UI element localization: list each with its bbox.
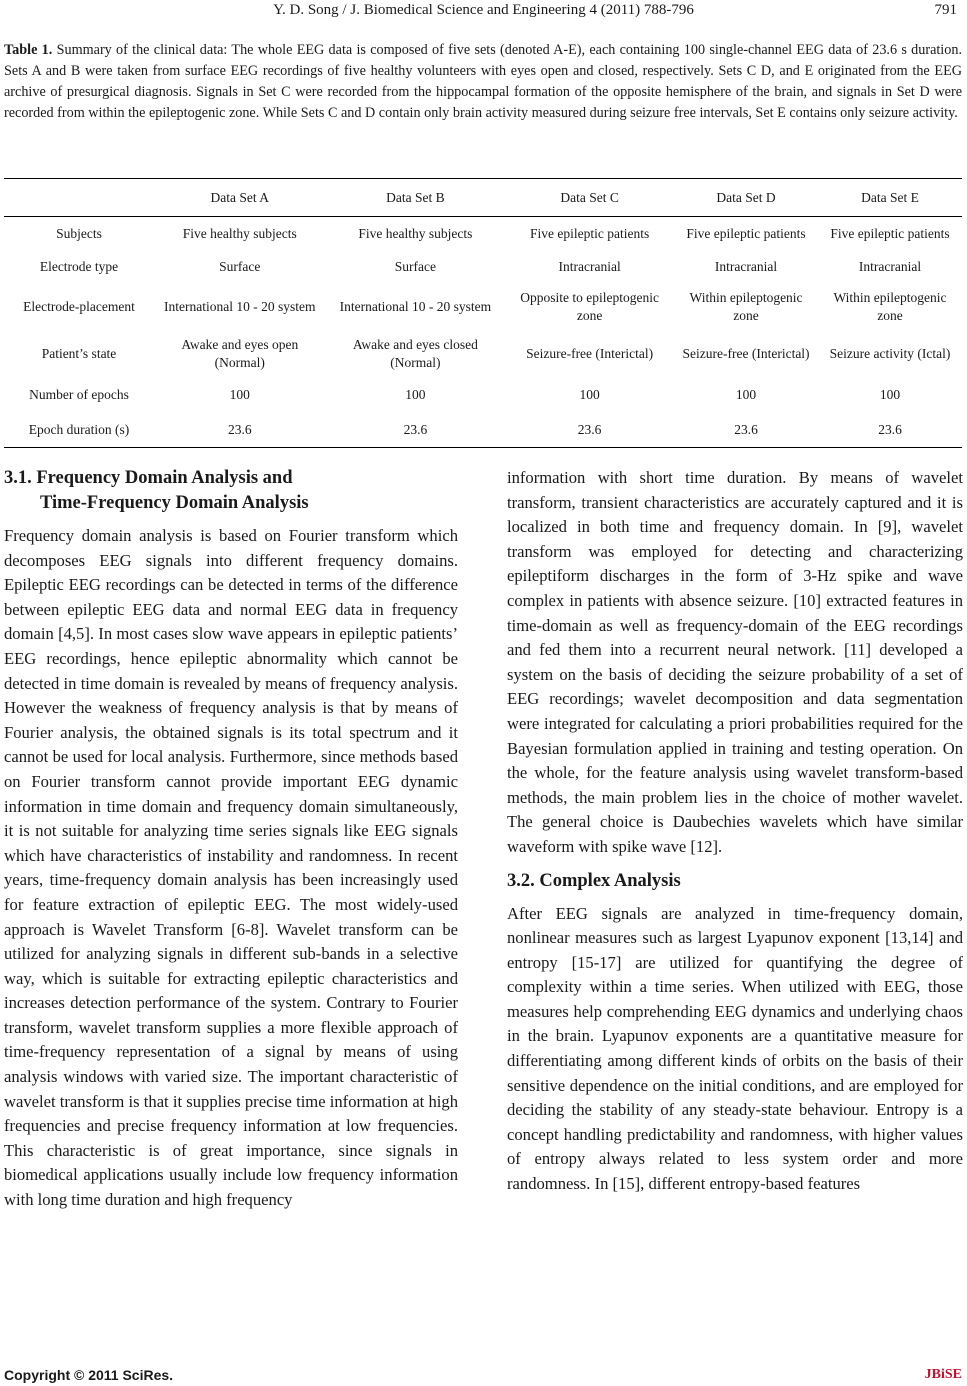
table-header-cell: Data Set C: [505, 179, 674, 217]
table-cell: 100: [579, 386, 600, 402]
section-heading-3-1: [4, 466, 458, 516]
table-cell: Five epileptic patients: [830, 225, 950, 241]
table-cell: Five epileptic patients: [686, 225, 806, 241]
table-cell: Number of epochs: [29, 386, 129, 402]
table-cell: Subjects: [56, 225, 102, 241]
table-cell: Intracranial: [714, 258, 778, 274]
journal-abbreviation: JBiSE: [924, 1367, 962, 1382]
table-cell: Five healthy subjects: [182, 225, 297, 241]
table-cell: Five epileptic patients: [530, 225, 650, 241]
table-cell: Patient’s state: [41, 345, 117, 361]
section-heading-3-2: 3.2. Complex Analysis: [507, 870, 681, 891]
table-row: [4, 330, 962, 377]
table-cell: Intracranial: [558, 258, 621, 274]
table-cell: Awake and eyes open (Normal): [181, 336, 299, 370]
table-cell: 23.6: [505, 412, 674, 448]
table-cell: 100: [879, 386, 901, 402]
page-header: [0, 2, 967, 22]
running-title: Y. D. Song / J. Biomedical Science and Engineering 4 (2011) 788-796: [273, 2, 694, 18]
table-cell: 100: [735, 386, 757, 402]
table-caption: [4, 40, 962, 124]
right-column: [507, 466, 963, 1197]
table-cell: Five healthy subjects: [358, 225, 473, 241]
copyright-notice: Copyright © 2011 SciRes.: [4, 1367, 174, 1383]
table-caption-text: Summary of the clinical data: The whole EEG data is composed of five sets (denoted A-E), each containing 100 single-channel EEG data of 23.6 s duration. Sets A and B were taken from surface EEG recordings of five healthy volunteers with eyes open and closed, respectively. Sets C D, and E originated from the EEG archive of presurgical diagnosis. Signals in Set C were recorded from the hippocampal formation of the opposite hemisphere of the brain, and signals in Set D were recorded from within the epileptogenic zone. While Sets C and D contain only brain activity measured during seizure free intervals, Set E contains only seizure activity.: [4, 42, 962, 121]
table-cell: Epoch duration (s): [4, 412, 154, 448]
table-header-cell: Data Set B: [326, 179, 506, 217]
table-cell: Seizure-free (Interictal): [526, 345, 654, 361]
table-cell: Seizure activity (Ictal): [829, 345, 951, 361]
table-header-cell: Data Set A: [154, 179, 326, 217]
table-cell: Electrode type: [39, 258, 119, 274]
table-cell: Awake and eyes closed (Normal): [352, 336, 478, 370]
table-caption-label: Table 1.: [4, 42, 53, 58]
table-cell: Electrode-placement: [23, 298, 135, 314]
table-cell: Surface: [219, 258, 261, 274]
table-header-row: [4, 179, 962, 217]
body-paragraph: Frequency domain analysis is based on Fourier transform which decomposes EEG signals into different frequency domains. Epileptic EEG recordings can be detected in terms of the difference between epileptic EEG data and normal EEG data in frequency domain [4,5]. In most cases slow wave appears in epileptic patients’ EEG recordings, hence epileptic abnormality which cannot be detected in time domain is revealed by means of frequency analysis. However the weakness of frequency analysis is that by means of Fourier analysis, the obtained signals is its total spectrum and it cannot be used for local analysis. Furthermore, since methods based on Fourier transform cannot provide important EEG dynamic information in time domain and frequency domain simultaneously, it is not suitable for analyzing time series signals like EEG signals which have characteristics of instability and randomness. In recent years, time-frequency domain analysis has been increasingly used for feature extraction of epileptic EEG. The most widely-used approach is Wavelet Transform [6-8]. Wavelet transform can be utilized for analyzing signals in different sub-bands in a selective way, which is suitable for extracting epileptic characteristics and increases detection performance of the system. Contrary to Fourier transform, wavelet transform supplies a more flexible approach of time-frequency representation of a signal by means of using analysis windows with varied size. The important characteristic of wavelet transform is that it supplies precise time information at high frequencies and precise frequency information at low frequencies. This characteristic is of great importance, since signals in biomedical applications usually include low frequency information with long time duration and high frequency: [4, 526, 458, 1210]
page-footer: [4, 1367, 962, 1386]
table-cell: 23.6: [818, 412, 962, 448]
table-cell: Within epileptogenic zone: [689, 289, 803, 323]
table-row: [4, 217, 962, 251]
section-heading-line1: 3.1. Frequency Domain Analysis and: [4, 468, 293, 488]
table-cell: 100: [229, 386, 250, 402]
table-cell: Seizure-free (Interictal): [682, 345, 810, 361]
table-cell: 23.6: [154, 412, 326, 448]
page-number: 791: [934, 2, 957, 18]
table-row: [4, 250, 962, 283]
table-cell: Opposite to epileptogenic zone: [520, 289, 659, 323]
table-cell: Intracranial: [858, 258, 922, 274]
table-cell: Surface: [394, 258, 436, 274]
table-cell: 100: [405, 386, 426, 402]
clinical-data-table: [4, 178, 962, 448]
table-cell: International 10 - 20 system: [339, 298, 492, 314]
table-cell: International 10 - 20 system: [164, 298, 316, 314]
table-header-cell: [4, 179, 154, 217]
left-column: [4, 466, 458, 1213]
table-row: [4, 283, 962, 330]
body-paragraph: After EEG signals are analyzed in time-frequency domain, nonlinear measures such as largest Lyapunov exponent [13,14] and entropy [15-17] are utilized for quantifying the degree of complexity within a time series. When utilized with EEG, those measures help comprehending EEG dynamics and underlying chaos in the brain. Lyapunov exponents are a quantitative measure for differentiating among different kinds of orbits on the basis of their sensitive dependence on the initial conditions, and are employed for deciding the stability of any steady-state behaviour. Entropy is a concept handling predictability and randomness, with higher values of entropy always related to less system order and more randomness. In [15], different entropy-based features: [507, 903, 963, 1194]
table-row: [4, 377, 962, 412]
table-cell: 23.6: [326, 412, 506, 448]
section-heading-line2: Time-Frequency Domain Analysis: [40, 493, 309, 513]
table-cell: Within epileptogenic zone: [833, 289, 947, 323]
table-row: [4, 412, 962, 448]
body-paragraph: information with short time duration. By means of wavelet transform, transient characteristics are accurately captured and it is localized in both time and frequency domain. In [9], wavelet transform was employed for detecting and characterizing epileptiform discharges in the form of 3-Hz spike and wave complex in patients with absence seizure. [10] extracted features in time-domain as well as frequency-domain of the EEG recordings and fed them into a recurrent neural network. [11] developed a system on the basis of deciding the seizure probability of a set of EEG recordings; wavelet decomposition and data segmentation were integrated for calculating a priori probabilities required for the Bayesian formulation applied in training and testing operation. On the whole, for the feature analysis using wavelet transform-based methods, the main problem lies in the choice of mother wavelet. The general choice is Daubechies wavelets which have similar waveform with spike wave [12].: [507, 468, 963, 856]
table-cell: 23.6: [674, 412, 818, 448]
table-header-cell: Data Set D: [674, 179, 818, 217]
table-header-cell: Data Set E: [818, 179, 962, 217]
